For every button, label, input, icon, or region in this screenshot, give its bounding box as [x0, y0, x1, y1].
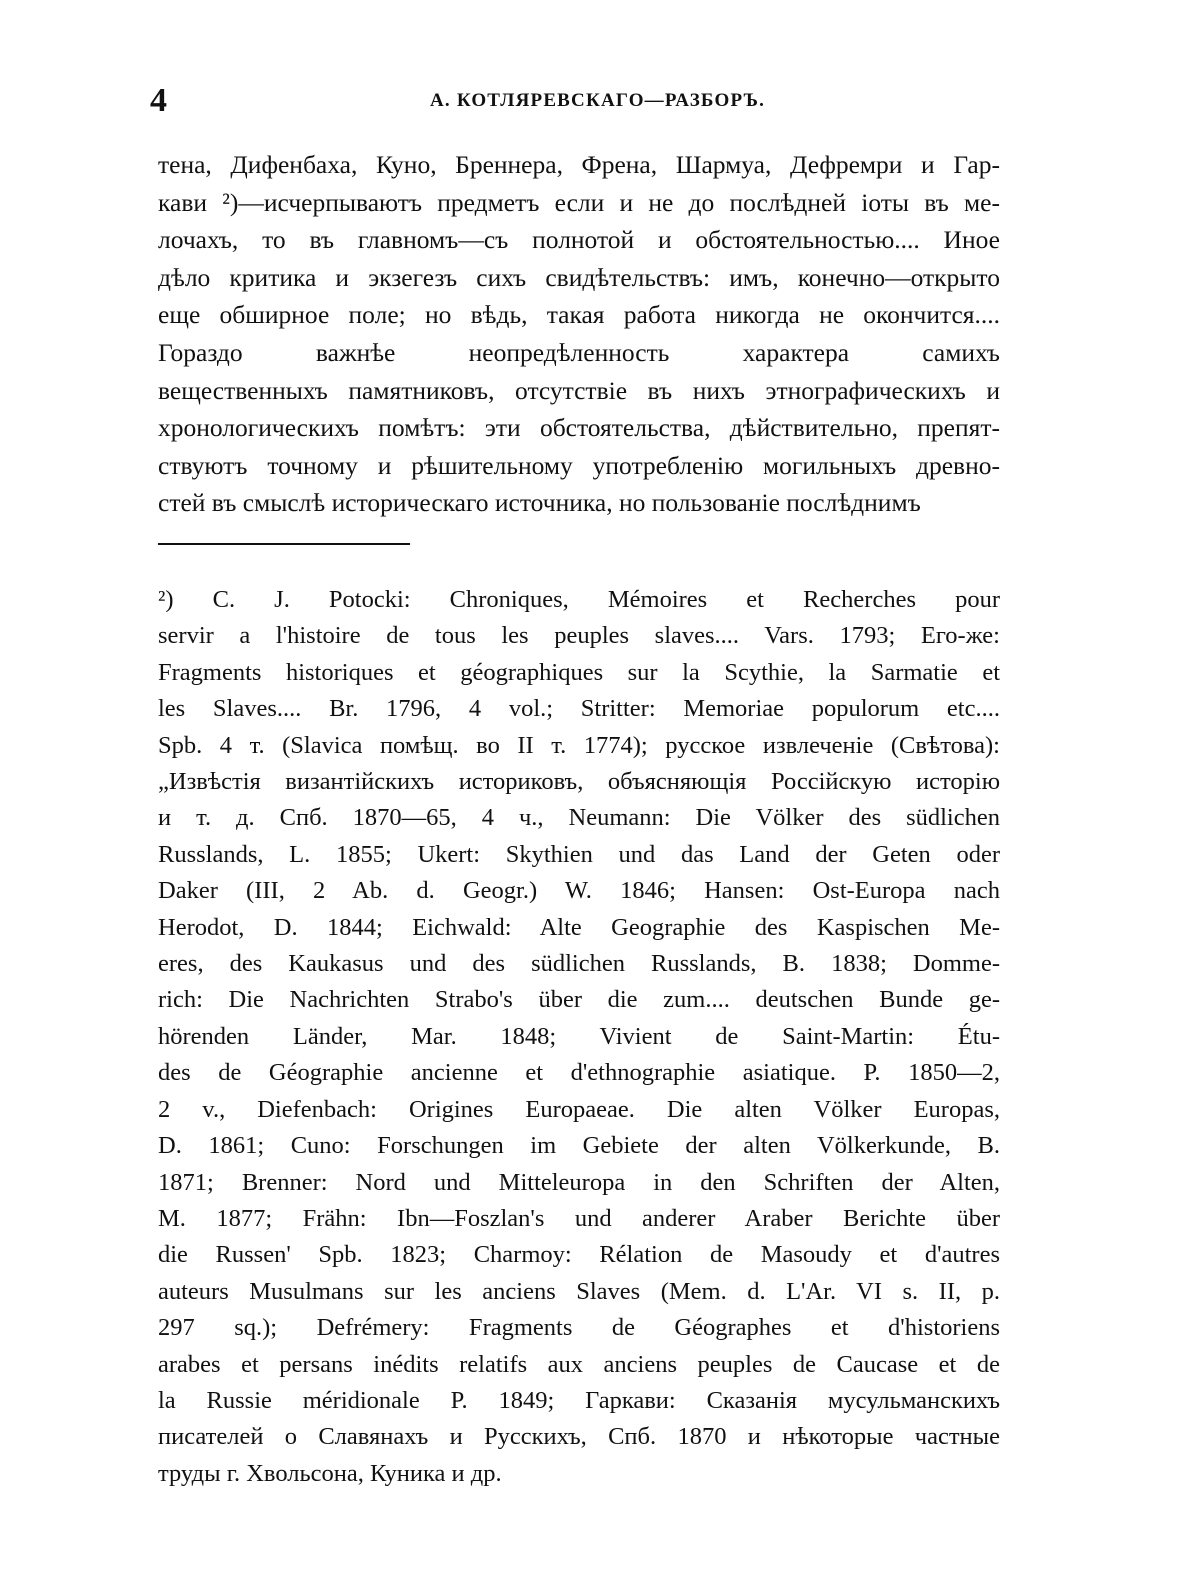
footnote-line: les Slaves.... Br. 1796, 4 vol.; Stritter: Memoriae populorum etc.... — [158, 695, 1000, 723]
footnote-rule — [158, 543, 410, 545]
footnote-line: die Russen' Spb. 1823; Charmoy: Rélation de Masoudy et d'autres — [158, 1241, 1000, 1269]
footnote-line: D. 1861; Cuno: Forschungen im Gebiete der alten Völkerkunde, B. — [158, 1132, 1000, 1160]
footnote-line: eres, des Kaukasus und des südlichen Russlands, B. 1838; Domme- — [158, 950, 1000, 978]
footnote-line: Russlands, L. 1855; Ukert: Skythien und das Land der Geten oder — [158, 840, 1000, 868]
footnote-line: 2 v., Diefenbach: Origines Europaeae. Die alten Völker Europas, — [158, 1095, 1000, 1123]
footnote-line: Fragments historiques et géographiques sur la Scythie, la Sarmatie et — [158, 658, 1000, 686]
footnote-line: Daker (III, 2 Ab. d. Geogr.) W. 1846; Hansen: Ost-Europa nach — [158, 877, 1000, 905]
footnote-line: servir a l'histoire de tous les peuples slaves.... Vars. 1793; Его-же: — [158, 622, 1000, 650]
footnote-line: 297 sq.); Defrémery: Fragments de Géographes et d'historiens — [158, 1314, 1000, 1342]
main-text-line: лочахъ, то въ главномъ—съ полнотой и обстоятельностью.... Иное — [158, 225, 1000, 255]
footnote — [158, 582, 1000, 1492]
main-text-line: Гораздо важнѣе неопредѣленность характера самихъ — [158, 337, 1000, 367]
main-text-line: вещественныхъ памятниковъ, отсутствіе въ нихъ этнографическихъ и — [158, 375, 1000, 405]
main-text-line: стей въ смыслѣ историческаго источника, но пользованіе послѣднимъ — [158, 488, 921, 518]
footnote-line: 1871; Brenner: Nord und Mitteleuropa in den Schriften der Alten, — [158, 1168, 1000, 1196]
main-text — [158, 146, 1000, 522]
footnote-line: ²) C. J. Potocki: Chroniques, Mémoires et Recherches pour — [158, 586, 1000, 613]
footnote-line: M. 1877; Frähn: Ibn—Foszlan's und anderer Araber Berichte über — [158, 1204, 1000, 1232]
page-number: 4 — [150, 82, 167, 119]
main-text-line: дѣло критика и экзегезъ сихъ свидѣтельствъ: имъ, конечно—открыто — [158, 262, 1000, 292]
footnote-line: писателей о Славянахъ и Русскихъ, Спб. 1870 и нѣкоторые частные — [158, 1423, 1000, 1451]
footnote-line: труды г. Хвольсона, Куника и др. — [158, 1459, 502, 1487]
footnote-line: des de Géographie ancienne et d'ethnographie asiatique. P. 1850—2, — [158, 1059, 1000, 1087]
main-text-line: кави ²)—исчерпываютъ предметъ если и не до послѣдней іоты въ ме- — [158, 187, 1000, 217]
footnote-line: hörenden Länder, Mar. 1848; Vivient de Saint-Martin: Étu- — [158, 1022, 1000, 1050]
main-text-line: тена, Дифенбаха, Куно, Бреннера, Френа, Шармуа, Дефремри и Гар- — [158, 150, 1000, 179]
footnote-line: auteurs Musulmans sur les anciens Slaves (Mem. d. L'Ar. VI s. II, p. — [158, 1277, 1000, 1305]
footnote-line: la Russie méridionale P. 1849; Гаркави: Сказанія мусульманскихъ — [158, 1386, 1000, 1414]
main-text-line: хронологическихъ помѣтъ: эти обстоятельства, дѣйствительно, препят- — [158, 413, 1000, 443]
footnote-line: Herodot, D. 1844; Eichwald: Alte Geographie des Kaspischen Me- — [158, 913, 1000, 941]
footnote-line: arabes et persans inédits relatifs aux anciens peuples de Caucase et de — [158, 1350, 1000, 1378]
running-title: А. КОТЛЯРЕВСКАГО—РАЗБОРЪ. — [430, 90, 766, 111]
main-text-line: еще обширное поле; но вѣдь, такая работа никогда не окончится.... — [158, 300, 1000, 330]
main-text-line: ствуютъ точному и рѣшительному употребленію могильныхъ древно- — [158, 450, 1000, 480]
footnote-line: Spb. 4 т. (Slavica помѣщ. во II т. 1774); русское извлеченіе (Свѣтова): — [158, 731, 1000, 759]
footnote-line: и т. д. Спб. 1870—65, 4 ч., Neumann: Die Völker des südlichen — [158, 804, 1000, 832]
footnote-line: „Извѣстія византійскихъ историковъ, объясняющія Россійскую исторію — [158, 768, 1000, 796]
footnote-line: rich: Die Nachrichten Strabo's über die zum.... deutschen Bunde ge- — [158, 986, 1000, 1014]
